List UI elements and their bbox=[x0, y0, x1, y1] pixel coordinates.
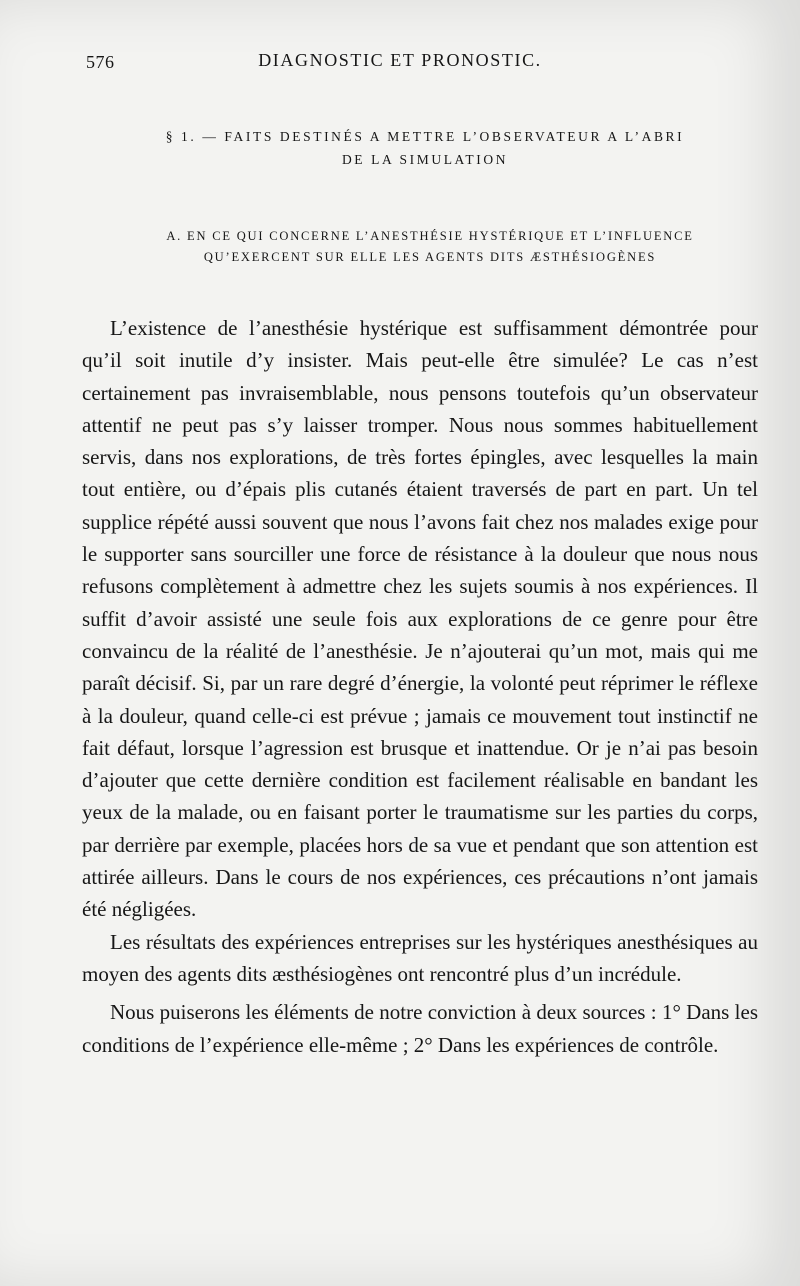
body-text bbox=[82, 312, 758, 1061]
section-heading-line-2: DE LA SIMULATION bbox=[341, 152, 509, 167]
running-title: DIAGNOSTIC ET PRONOSTIC. bbox=[258, 50, 542, 70]
subsection-heading-line-1: A. EN CE QUI CONCERNE L’ANESTHÉSIE HYSTÉRIQUE ET L’INFLUENCE bbox=[166, 229, 694, 243]
subsection-heading bbox=[95, 226, 765, 268]
paragraph-2: Les résultats des expériences entreprises sur les hystériques anesthésiques au moyen des agents dits æsthésiogènes ont rencontré plus d’un incrédule. bbox=[82, 929, 758, 986]
section-heading bbox=[90, 125, 760, 171]
paragraph-1: L’existence de l’anesthésie hystérique est suffisamment démontrée pour qu’il soit inutile d’y insister. Mais peut-elle être simulée? Le cas n’est certainement pas invraisemblable, nous pensons toutefois qu’un observateur attentif ne peut pas s’y laisser tromper. Nous nous sommes habituellement servis, dans nos explorations, de très fortes épingles, avec lesquelles la main tout entière, ou d’épais plis cutanés étaient traversés de part en part. Un tel supplice répété aussi souvent que nous l’avons fait chez nos malades exige pour le supporter sans sourciller une force de résistance à la douleur que nous nous refusons complètement à admettre chez les sujets soumis à nos expériences. Il suffit d’avoir assisté une seule fois aux explorations de ce genre pour être convaincu de la réalité de l’anesthésie. Je n’ajouterai qu’un mot, mais qui me paraît décisif. Si, par un rare degré d’énergie, la volonté peut réprimer le réflexe à la douleur, quand celle-ci est prévue ; jamais ce mouvement tout instinctif ne fait défaut, lorsque l’agression est brusque et inattendue. Or je n’ai pas besoin d’ajouter que cette dernière condition est facilement réalisable en bandant les yeux de la malade, ou en faisant porter le traumatisme sur les parties du corps, par derrière par exemple, placées hors de sa vue et pendant que son attention est attirée ailleurs. Dans le cours de nos expériences, ces précautions n’ont jamais été négligées. bbox=[82, 316, 758, 922]
paragraph-3: Nous puiserons les éléments de notre conviction à deux sources : 1° Dans les conditions de l’expérience elle-même ; 2° Dans les expériences de contrôle. bbox=[82, 1000, 758, 1057]
page-number: 576 bbox=[86, 52, 115, 72]
section-heading-line-1: § 1. — FAITS DESTINÉS A METTRE L’OBSERVATEUR A L’ABRI bbox=[165, 129, 685, 144]
subsection-heading-line-2: QU’EXERCENT SUR ELLE LES AGENTS DITS ÆSTHÉSIOGÈNES bbox=[203, 250, 657, 264]
